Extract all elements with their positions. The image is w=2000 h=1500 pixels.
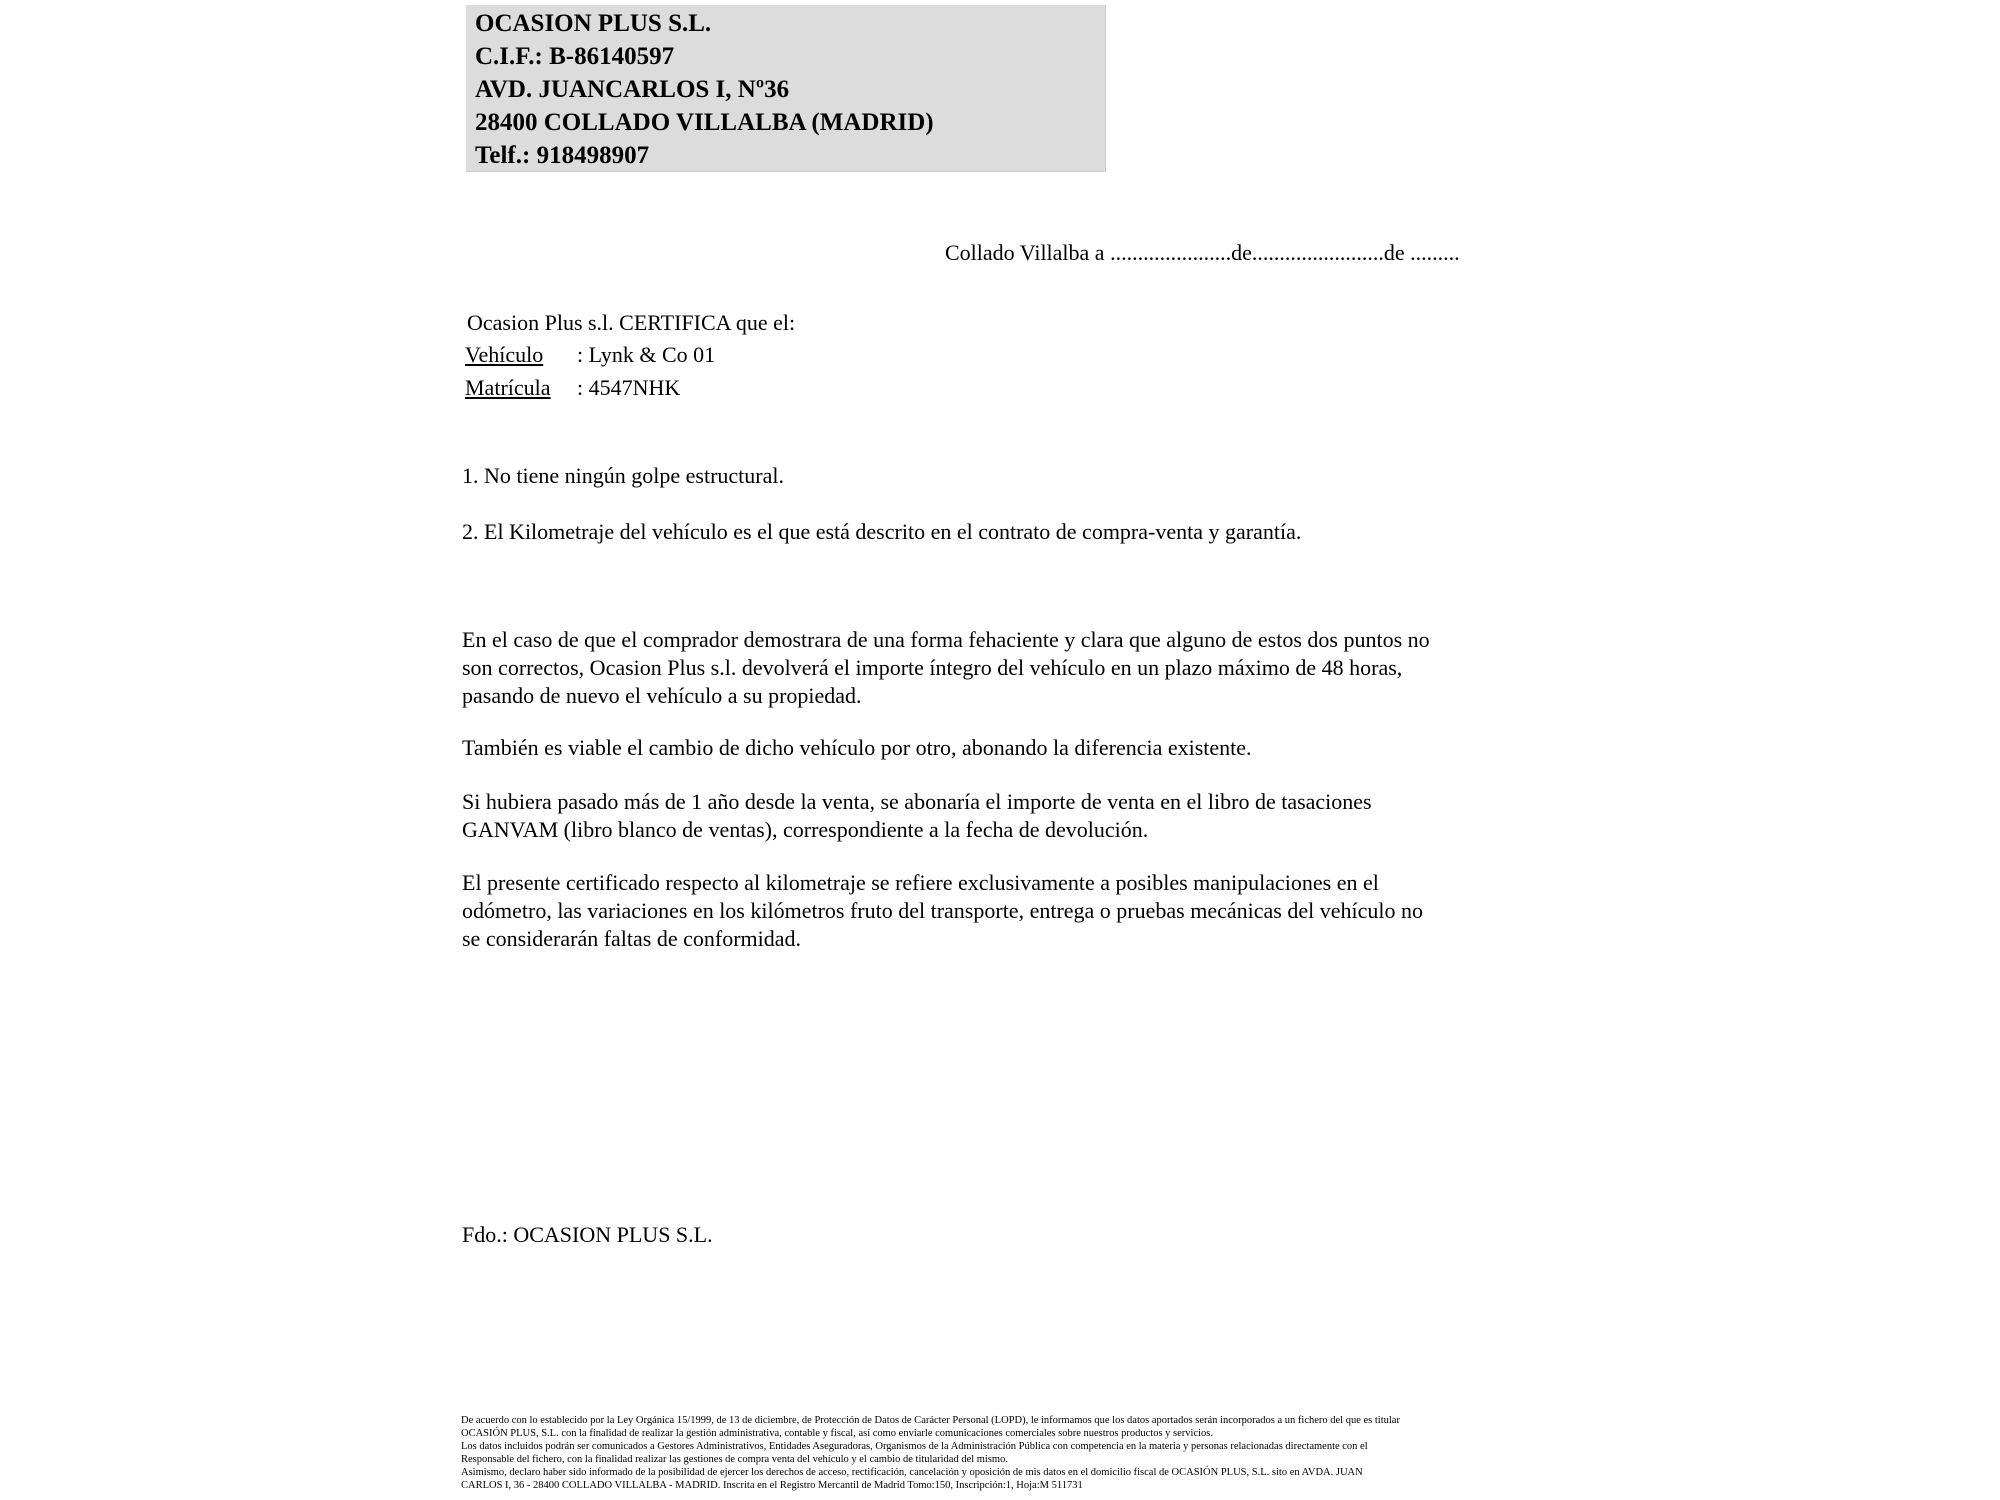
text-line: 28400 COLLADO VILLALBA (MADRID): [475, 109, 934, 136]
text-line: pasando de nuevo el vehículo a su propiedad.: [462, 683, 862, 708]
text-line: OCASIÓN PLUS, S.L. con la finalidad de realizar la gestión administrativa, contable y fiscal, así como enviarle comunicaciones comerciales sobre nuestros productos y servicios.: [461, 1428, 1213, 1439]
plate-row: [465, 374, 680, 402]
text-line: AVD. JUANCARLOS I, Nº36: [475, 76, 790, 103]
text-line: Responsable del fichero, con la finalidad realizar las gestiones de compra venta del vehículo y el cambio de titularidad del mismo.: [461, 1454, 1008, 1465]
text-line: se considerarán faltas de conformidad.: [462, 926, 802, 951]
vehicle-value: : Lynk & Co 01: [577, 342, 716, 367]
text-line: Asimismo, declaro haber sido informado de la posibilidad de ejercer los derechos de acceso, rectificación, cancelación y oposición de mis datos en el domicilio fiscal de OCASIÓN PLUS, S.L. sito en AVDA. JUAN: [461, 1467, 1363, 1478]
text-line: son correctos, Ocasion Plus s.l. devolverá el importe íntegro del vehículo en un plazo máximo de 48 horas,: [462, 655, 1403, 680]
text-line: odómetro, las variaciones en los kilómetros fruto del transporte, entrega o pruebas mecánicas del vehículo no: [462, 898, 1423, 923]
vehicle-row: [465, 341, 715, 369]
text-line: CARLOS I, 36 - 28400 COLLADO VILLALBA - MADRID. Inscrita en el Registro Mercantil de Madrid Tomo:150, Inscripción:1, Hoja:M 511731: [461, 1480, 1083, 1491]
legal-footer: [461, 1414, 1581, 1492]
vehicle-label: Vehículo: [465, 342, 544, 367]
company-header-block: [466, 5, 1106, 172]
text-line: De acuerdo con lo establecido por la Ley Orgánica 15/1999, de 13 de diciembre, de Protección de Datos de Carácter Personal (LOPD), le informamos que los datos aportados serán incorporados a un fichero del que es titular: [461, 1415, 1400, 1426]
valuation-paragraph: [462, 788, 1582, 844]
date-line: Collado Villalba a ......................de........................de .........: [945, 240, 1460, 265]
text-line: El presente certificado respecto al kilometraje se refiere exclusivamente a posibles manipulaciones en el: [462, 870, 1379, 895]
point-2: 2. El Kilometraje del vehículo es el que está descrito en el contrato de compra-venta y garantía.: [462, 519, 1302, 544]
point-1: 1. No tiene ningún golpe estructural.: [462, 463, 784, 488]
text-line: GANVAM (libro blanco de ventas), correspondiente a la fecha de devolución.: [462, 817, 1149, 842]
plate-label: Matrícula: [465, 375, 551, 400]
exchange-paragraph: También es viable el cambio de dicho vehículo por otro, abonando la diferencia existente.: [462, 735, 1252, 760]
plate-label-wrap: [465, 374, 577, 402]
text-line: En el caso de que el comprador demostrara de una forma fehaciente y clara que alguno de estos dos puntos no: [462, 627, 1430, 652]
text-line: Los datos incluidos podrán ser comunicados a Gestores Administrativos, Entidades Aseguradoras, Organismos de la Administración Pública con competencia en la materia y personas relacionadas directamente con el: [461, 1441, 1368, 1452]
refund-paragraph: [462, 626, 1582, 710]
certification-intro: Ocasion Plus s.l. CERTIFICA que el:: [467, 310, 796, 335]
text-line: Si hubiera pasado más de 1 año desde la venta, se abonaría el importe de venta en el libro de tasaciones: [462, 789, 1372, 814]
text-line: C.I.F.: B-86140597: [475, 43, 675, 70]
text-line: Telf.: 918498907: [475, 142, 650, 169]
odometer-paragraph: [462, 869, 1582, 953]
plate-value: : 4547NHK: [577, 375, 681, 400]
signature-line: Fdo.: OCASION PLUS S.L.: [462, 1222, 713, 1247]
vehicle-label-wrap: [465, 341, 577, 369]
text-line: OCASION PLUS S.L.: [475, 10, 712, 37]
